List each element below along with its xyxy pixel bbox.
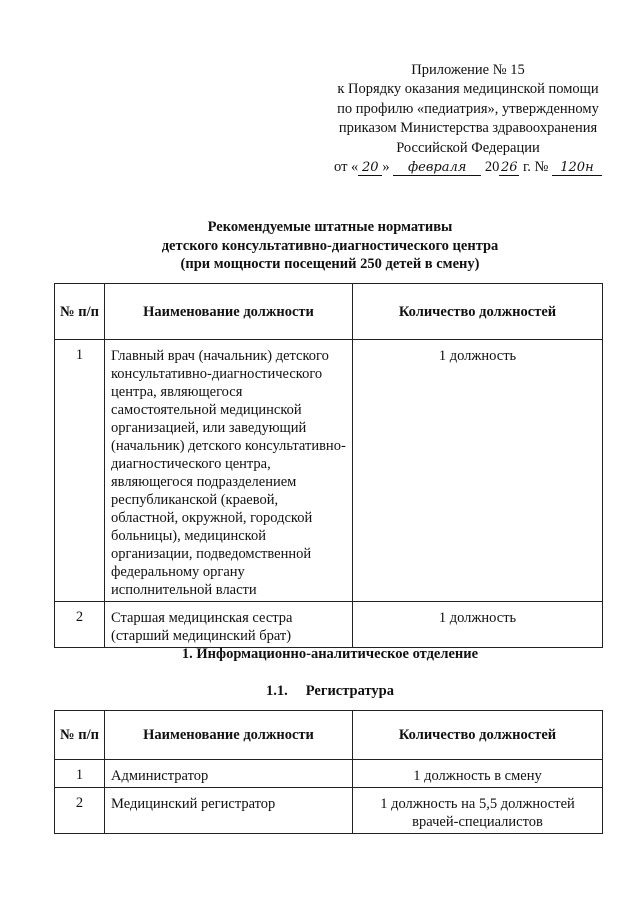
- position-name: Главный врач (начальник) детского консультативно-диагностического центра, являющегося самостоятельной медицинской организацией, или заведующий (начальник) детского консультативно-диагностического центра, являющегося подразделением республиканской (краевой, областной, окружной, городской больницы), медицинской организации, подведомственной федеральному органу исполнительной власти: [105, 340, 353, 602]
- section-heading: 1. Информационно-аналитическое отделение: [181, 646, 479, 662]
- position-name: Медицинский регистратор: [105, 788, 353, 834]
- order-date-line: [318, 158, 618, 177]
- subsection-title: Регистратура: [305, 683, 394, 699]
- staffing-table-registry: [54, 710, 603, 834]
- document-title: [80, 218, 580, 274]
- subsection-number: 1.1.: [266, 683, 288, 699]
- handwritten-order-number: 120н: [552, 161, 602, 176]
- title-line: Рекомендуемые штатные нормативы: [207, 219, 453, 235]
- row-number: 1: [55, 760, 105, 788]
- header-number: № п/п: [55, 284, 105, 340]
- appendix-line: Российской Федерации: [396, 139, 540, 156]
- row-number: 2: [55, 602, 105, 648]
- appendix-title: Приложение № 15: [411, 62, 525, 78]
- header-quantity: Количество должностей: [353, 284, 603, 340]
- header-number: № п/п: [55, 711, 105, 760]
- row-number: 1: [55, 340, 105, 602]
- table-row: [55, 788, 603, 834]
- position-name: Администратор: [105, 760, 353, 788]
- year-suffix: г. №: [519, 159, 549, 176]
- header-position: Наименование должности: [105, 284, 353, 340]
- handwritten-month: февраля: [393, 161, 481, 176]
- staffing-table-center: [54, 283, 603, 648]
- position-name: Старшая медицинская сестра (старший медицинский брат): [105, 602, 353, 648]
- table-header-row: [55, 711, 603, 760]
- table-row: [55, 340, 603, 602]
- appendix-line: приказом Министерства здравоохранения: [338, 120, 598, 137]
- title-line: детского консультативно-диагностического центра: [161, 237, 499, 254]
- position-quantity: 1 должность: [353, 602, 603, 648]
- position-quantity: 1 должность в смену: [353, 760, 603, 788]
- appendix-line: по профилю «педиатрия», утвержденному: [337, 100, 599, 117]
- appendix-header: [318, 61, 618, 177]
- appendix-line: к Порядку оказания медицинской помощи: [337, 81, 599, 98]
- date-mid: »: [382, 159, 390, 176]
- position-quantity: 1 должность: [353, 340, 603, 602]
- handwritten-day: 20: [358, 161, 382, 176]
- handwritten-year: 26: [501, 160, 518, 176]
- row-number: 2: [55, 788, 105, 834]
- header-quantity: Количество должностей: [353, 711, 603, 760]
- position-quantity: 1 должность на 5,5 должностей врачей-специалистов: [353, 788, 603, 834]
- subsection-heading: [80, 683, 580, 700]
- table-header-row: [55, 284, 603, 340]
- table-row: [55, 760, 603, 788]
- date-prefix: от «: [334, 159, 359, 176]
- table-row: [55, 602, 603, 648]
- year-prefix: 20: [484, 159, 500, 176]
- header-position: Наименование должности: [105, 711, 353, 760]
- title-line: (при мощности посещений 250 детей в смену): [180, 256, 480, 272]
